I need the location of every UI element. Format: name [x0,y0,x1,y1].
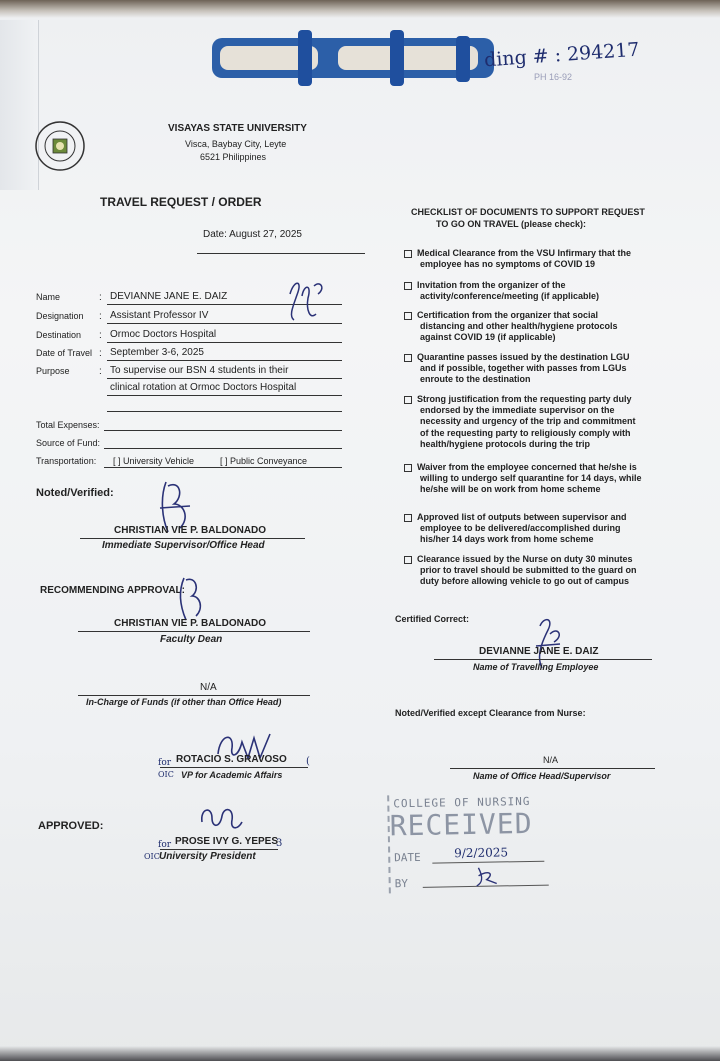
checklist-item: Medical Clearance from the VSU Infirmary that the employee has no symptoms of COVID 19 [404,248,694,270]
destination-value: Ormoc Doctors Hospital [110,329,217,340]
routing-number-handwritten: ding # : 294217 [483,38,641,72]
purpose-value-line2: clinical rotation at Ormoc Doctors Hospital [110,382,297,393]
checklist-title-line2: TO GO ON TRAVEL (please check): [436,219,587,229]
noted-verified-label: Noted/Verified: [36,487,114,499]
stamp-date-label: DATE [394,850,421,865]
top-shadow [0,0,720,18]
checklist-item: Approved list of outputs between supervisor and employee to be delivered/accomplished during his/her 14 days work from home scheme [404,512,694,546]
president-signature [196,802,244,836]
source-of-fund-rule [104,448,342,449]
purpose-rule3 [107,411,342,412]
designation-value: Assistant Professor IV [110,310,209,321]
date-value: August 27, 2025 [229,229,302,240]
checklist-item: Waiver from the employee concerned that he/she is willing to undergo self quarantine for 14 days, while he/she will be on work from home scheme [404,462,694,496]
vp-name-mark: ( [306,756,310,767]
source-of-fund-label: Source of Fund: [36,438,101,448]
office-head-value: N/A [543,755,559,765]
checkbox-icon[interactable] [404,514,412,522]
president-oic-mark: OIC [144,852,160,861]
purpose-label: Purpose [36,366,70,376]
checkbox-icon[interactable] [404,282,412,290]
supervisor-title: Immediate Supervisor/Office Head [102,540,265,551]
checklist-item: Certification from the organizer that social distancing and other health/hygiene protocols against COVID 19 (if applicable) [404,310,694,344]
date-of-travel-colon: : [99,348,102,359]
transport-option-public: [ ] Public Conveyance [220,456,308,466]
approved-label: APPROVED: [38,820,104,832]
received-stamp [387,793,551,894]
president-name-mark: 3 [276,838,283,849]
destination-colon: : [99,330,102,341]
in-charge-funds-value: N/A [200,682,217,693]
dean-title: Faculty Dean [160,634,223,645]
employee-rule [434,659,652,660]
in-charge-funds-rule [78,695,310,696]
stamp-by-initial [472,863,502,888]
name-value: DEVIANNE JANE E. DAIZ [110,291,228,302]
in-charge-funds-title: In-Charge of Funds (if other than Office Head) [86,697,282,707]
transportation-rule [104,467,342,468]
president-rule [160,849,278,850]
date-rule [197,253,365,254]
employee-name: DEVIANNE JANE E. DAIZ [479,646,599,657]
form-date [203,229,302,240]
university-seal-icon [34,120,86,172]
vp-oic-mark: OIC [158,770,174,779]
designation-label: Designation [36,311,84,321]
vp-name: ROTACIO S. GRAVOSO [176,754,287,765]
transportation-label: Transportation: [36,456,97,466]
office-head-rule [450,768,655,769]
certified-correct-label: Certified Correct: [395,614,470,624]
routing-subnote: PH 16-92 [534,72,573,82]
form-title: TRAVEL REQUEST / ORDER [100,195,262,209]
stamp-date-value: 9/2/2025 [454,845,509,861]
vp-rule [160,767,308,768]
employee-title: Name of Travelling Employee [473,662,599,672]
checklist-title-line1: CHECKLIST OF DOCUMENTS TO SUPPORT REQUEST [411,207,645,217]
checkbox-icon[interactable] [404,312,412,320]
recommending-approval-label: RECOMMENDING APPROVAL: [40,585,185,596]
checkbox-icon[interactable] [404,250,412,258]
university-address-line2: 6521 Philippines [200,152,267,162]
dean-signature [170,574,210,624]
checklist-item: Strong justification from the requesting party duly endorsed by the immediate supervisor on the necessity and urgency of the trip and commitment of the requesting party to religiously comply with health/hygiene protocols during the trip [404,394,694,450]
supervisor-rule [80,538,305,539]
total-expenses-rule [104,430,342,431]
checklist-item: Invitation from the organizer of the activity/conference/meeting (if applicable) [404,280,694,302]
checkbox-icon[interactable] [404,396,412,404]
office-head-title: Name of Office Head/Supervisor [473,771,611,781]
vp-for-mark: for [158,758,172,768]
date-of-travel-rule [107,360,342,361]
designation-colon: : [99,311,102,322]
destination-label: Destination [36,330,82,340]
destination-rule [107,342,342,343]
date-of-travel-value: September 3-6, 2025 [110,347,204,358]
checkbox-icon[interactable] [404,556,412,564]
binder-clip-icon [208,28,500,86]
vp-title: VP for Academic Affairs [181,770,283,780]
checkbox-icon[interactable] [404,354,412,362]
checklist-item: Clearance issued by the Nurse on duty 30 minutes prior to travel should be submitted to the guard on duty before allowing vehicle to go out of campus [404,554,694,588]
employee-initials-signature [280,276,330,324]
stamp-received: RECEIVED [389,806,533,843]
purpose-rule1 [107,378,342,379]
president-for-mark: for [158,840,172,850]
name-colon: : [99,292,102,303]
date-of-travel-label: Date of Travel [36,348,93,358]
dean-rule [78,631,310,632]
transport-option-university: [ ] University Vehicle [113,456,195,466]
stamp-college: COLLEGE OF NURSING [393,794,531,811]
bottom-shadow [0,1046,720,1061]
stamp-by-label: BY [394,877,409,891]
total-expenses-label: Total Expenses: [36,420,100,430]
purpose-colon: : [99,366,102,377]
supervisor-name: CHRISTIAN VIE P. BALDONADO [114,525,267,536]
purpose-rule2 [107,395,342,396]
purpose-value-line1: To supervise our BSN 4 students in their [110,365,289,376]
checklist-item: Quarantine passes issued by the destination LGU and if possible, together with passes from LGUs enroute to the destination [404,352,694,386]
date-label: Date: [203,229,227,240]
noted-except-label: Noted/Verified except Clearance from Nurse: [395,708,586,718]
checkbox-icon[interactable] [404,464,412,472]
president-name: PROSE IVY G. YEPES [175,836,279,847]
university-address-line1: Visca, Baybay City, Leyte [185,139,287,149]
university-name: VISAYAS STATE UNIVERSITY [168,123,307,134]
name-label: Name [36,292,61,302]
dean-name: CHRISTIAN VIE P. BALDONADO [114,618,267,629]
president-title: University President [159,851,256,862]
